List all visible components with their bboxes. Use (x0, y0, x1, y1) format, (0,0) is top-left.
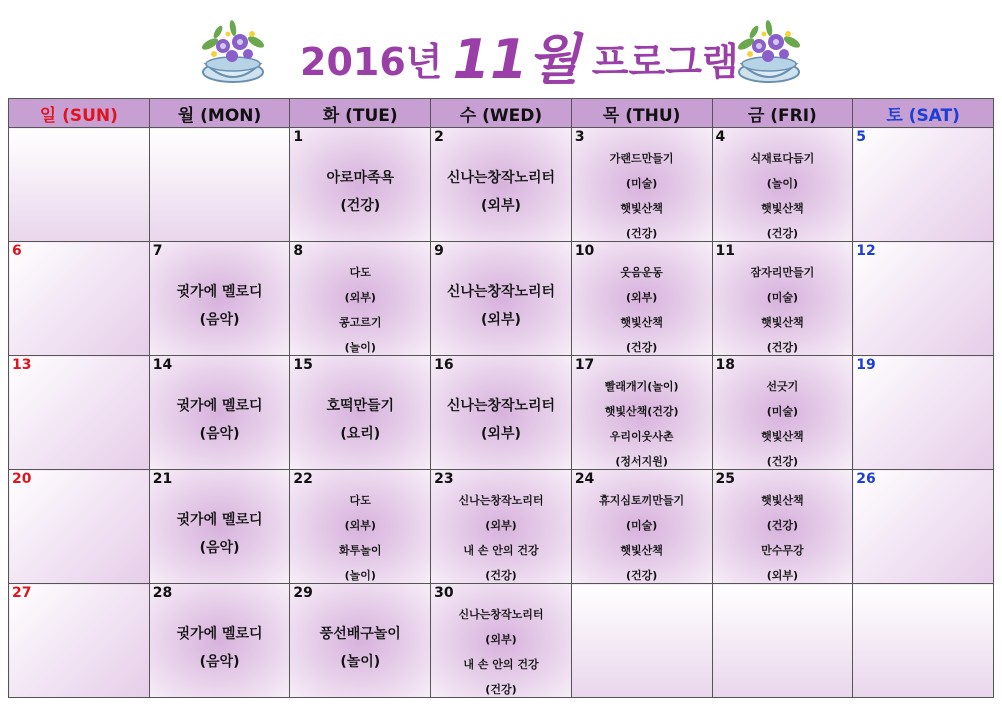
flower-teacup-icon (724, 14, 814, 88)
day-number: 3 (574, 129, 585, 145)
activity-line: (음악) (199, 311, 240, 328)
activity-line: (놀이) (766, 177, 799, 190)
activity-line: (외부) (344, 291, 376, 304)
activity-line: 다도 (349, 266, 371, 279)
day-cell-thu (571, 356, 712, 470)
day-cell-sat (853, 356, 994, 470)
activity-list (572, 256, 712, 355)
calendar-table (8, 98, 994, 698)
activity-line: 빨래개기(놀이) (604, 380, 679, 393)
activity-list (431, 256, 571, 355)
weekday-tue: 화 (TUE) (290, 99, 431, 128)
activity-line: (건강) (626, 227, 658, 240)
activity-list (713, 142, 853, 241)
activity-line: (건강) (626, 341, 658, 354)
day-number: 4 (715, 129, 726, 145)
week-row (9, 356, 994, 470)
page-header (0, 0, 1002, 98)
activity-line: 신나는창작노리터 (458, 494, 544, 507)
activity-line: (음악) (199, 539, 240, 556)
activity-line: 내 손 안의 건강 (463, 544, 539, 557)
day-cell-tue (290, 584, 431, 698)
day-number: 12 (856, 243, 876, 259)
activity-line: 풍선배구놀이 (319, 625, 401, 642)
activity-line: (미술) (766, 405, 799, 418)
day-number: 13 (12, 357, 32, 373)
activity-line: (외부) (481, 425, 521, 442)
activity-line: 햇빛산책 (761, 494, 804, 507)
weekday-fri: 금 (FRI) (712, 99, 853, 128)
activity-line: 햇빛산책 (620, 316, 663, 329)
day-cell-tue (290, 470, 431, 584)
day-cell-wed (431, 128, 572, 242)
activity-list (572, 484, 712, 583)
day-number: 6 (12, 243, 22, 259)
empty-day-cell (149, 128, 290, 242)
activity-line: 귓가에 멜로디 (176, 625, 263, 642)
activity-list (290, 370, 430, 469)
day-cell-mon (149, 242, 290, 356)
activity-line: (미술) (766, 291, 799, 304)
day-number: 8 (293, 243, 304, 259)
activity-line: (건강) (626, 569, 658, 582)
day-cell-wed (431, 584, 572, 698)
activity-list (572, 370, 712, 469)
day-number: 25 (715, 471, 735, 487)
title-program: 프로그램 (591, 40, 739, 84)
title-year: 2016년 (300, 40, 443, 84)
activity-line: (외부) (485, 519, 517, 532)
activity-line: 귓가에 멜로디 (176, 397, 263, 414)
activity-list (150, 598, 290, 697)
activity-line: (건강) (766, 455, 799, 468)
activity-list (150, 370, 290, 469)
activity-line: 다도 (349, 494, 371, 507)
activity-list (290, 484, 430, 583)
day-cell-wed (431, 356, 572, 470)
day-number: 10 (574, 243, 595, 259)
day-number: 21 (152, 471, 173, 487)
activity-line: 호떡만들기 (326, 397, 395, 414)
activity-line: 햇빛산책 (761, 316, 804, 329)
weekday-mon: 월 (MON) (149, 99, 290, 128)
activity-line: (음악) (199, 425, 240, 442)
day-number: 9 (434, 243, 444, 259)
day-number: 19 (856, 357, 876, 373)
activity-list (150, 256, 290, 355)
day-number: 18 (715, 357, 735, 373)
activity-line: (외부) (485, 633, 517, 646)
activity-line: 신나는창작노리터 (446, 169, 556, 186)
week-row (9, 470, 994, 584)
day-cell-thu (571, 470, 712, 584)
day-number: 26 (856, 471, 876, 487)
activity-line: (건강) (340, 197, 381, 214)
activity-line: (음악) (199, 653, 240, 670)
activity-line: 귓가에 멜로디 (176, 283, 263, 300)
activity-line: 식재료다듬기 (750, 152, 815, 165)
day-cell-sat (853, 470, 994, 584)
activity-line: 웃음운동 (620, 266, 663, 279)
activity-line: (건강) (766, 519, 799, 532)
day-number: 29 (293, 585, 313, 601)
activity-line: (외부) (481, 311, 521, 328)
day-cell-tue (290, 356, 431, 470)
weekday-wed: 수 (WED) (431, 99, 572, 128)
activity-line: (놀이) (344, 569, 376, 582)
day-number: 7 (152, 243, 163, 259)
activity-line: (외부) (626, 291, 658, 304)
activity-line: 햇빛산책 (620, 202, 663, 215)
activity-line: (건강) (485, 683, 517, 696)
activity-list (290, 256, 430, 355)
activity-line: 내 손 안의 건강 (463, 658, 539, 671)
day-number: 30 (434, 585, 454, 601)
day-cell-fri (712, 242, 853, 356)
page-title (300, 22, 739, 92)
activity-line: 선긋기 (766, 380, 799, 393)
activity-line: (건강) (766, 341, 799, 354)
activity-list (431, 484, 571, 583)
day-cell-thu (571, 242, 712, 356)
activity-line: 잠자리만들기 (750, 266, 815, 279)
day-number: 1 (293, 129, 304, 145)
day-number: 22 (293, 471, 313, 487)
activity-line: 신나는창작노리터 (446, 397, 556, 414)
weekday-thu: 목 (THU) (571, 99, 712, 128)
day-number: 27 (12, 585, 32, 601)
day-number: 16 (434, 357, 454, 373)
day-cell-mon (149, 584, 290, 698)
activity-line: (놀이) (344, 341, 376, 354)
day-number: 15 (293, 357, 313, 373)
day-cell-mon (149, 356, 290, 470)
day-cell-fri (712, 356, 853, 470)
activity-line: (미술) (626, 177, 658, 190)
activity-line: 우리이웃사촌 (609, 430, 674, 443)
activity-list (431, 598, 571, 697)
activity-line: 햇빛산책 (761, 430, 804, 443)
weekday-header-row (9, 99, 994, 128)
day-number: 23 (434, 471, 454, 487)
activity-line: 햇빛산책(건강) (604, 405, 679, 418)
title-month: 11월 (452, 28, 580, 91)
week-row (9, 128, 994, 242)
activity-line: 햇빛산책 (620, 544, 663, 557)
activity-line: 귓가에 멜로디 (176, 511, 263, 528)
empty-day-cell (571, 584, 712, 698)
flower-teacup-icon (188, 14, 278, 88)
week-row (9, 242, 994, 356)
day-number: 2 (434, 129, 444, 145)
day-number: 17 (574, 357, 595, 373)
activity-list (431, 370, 571, 469)
activity-line: 아로마족욕 (326, 169, 395, 186)
day-cell-thu (571, 128, 712, 242)
day-cell-tue (290, 128, 431, 242)
day-cell-fri (712, 128, 853, 242)
activity-line: (외부) (344, 519, 376, 532)
activity-list (713, 484, 853, 583)
day-cell-sat (853, 128, 994, 242)
activity-list (713, 370, 853, 469)
activity-line: 휴지심토끼만들기 (599, 494, 685, 507)
empty-day-cell (853, 584, 994, 698)
activity-list (290, 142, 430, 241)
day-cell-wed (431, 470, 572, 584)
weekday-sat: 토 (SAT) (853, 99, 994, 128)
activity-line: 콩고르기 (339, 316, 382, 329)
activity-list (150, 484, 290, 583)
empty-day-cell (712, 584, 853, 698)
day-cell-wed (431, 242, 572, 356)
day-cell-fri (712, 470, 853, 584)
day-number: 28 (152, 585, 173, 601)
activity-line: (건강) (485, 569, 517, 582)
activity-list (290, 598, 430, 697)
activity-line: (건강) (766, 227, 799, 240)
day-number: 5 (856, 129, 866, 145)
activity-line: 신나는창작노리터 (446, 283, 556, 300)
day-cell-sun (9, 584, 150, 698)
activity-line: 햇빛산책 (761, 202, 804, 215)
day-cell-sun (9, 242, 150, 356)
day-number: 20 (12, 471, 32, 487)
activity-line: (미술) (626, 519, 658, 532)
activity-list (572, 142, 712, 241)
day-number: 14 (152, 357, 173, 373)
activity-line: 가랜드만들기 (609, 152, 674, 165)
activity-list (431, 142, 571, 241)
day-cell-mon (149, 470, 290, 584)
activity-line: 만수무강 (761, 544, 804, 557)
day-cell-tue (290, 242, 431, 356)
week-row (9, 584, 994, 698)
activity-line: (정서지원) (615, 455, 668, 468)
day-cell-sat (853, 242, 994, 356)
activity-line: (놀이) (340, 653, 381, 670)
activity-line: (외부) (766, 569, 799, 582)
day-number: 24 (574, 471, 595, 487)
empty-day-cell (9, 128, 150, 242)
day-number: 11 (715, 243, 735, 259)
activity-line: 신나는창작노리터 (458, 608, 544, 621)
activity-line: (요리) (340, 425, 381, 442)
day-cell-sun (9, 356, 150, 470)
activity-list (713, 256, 853, 355)
activity-line: (외부) (481, 197, 521, 214)
weekday-sun: 일 (SUN) (9, 99, 150, 128)
activity-line: 화투놀이 (339, 544, 382, 557)
day-cell-sun (9, 470, 150, 584)
